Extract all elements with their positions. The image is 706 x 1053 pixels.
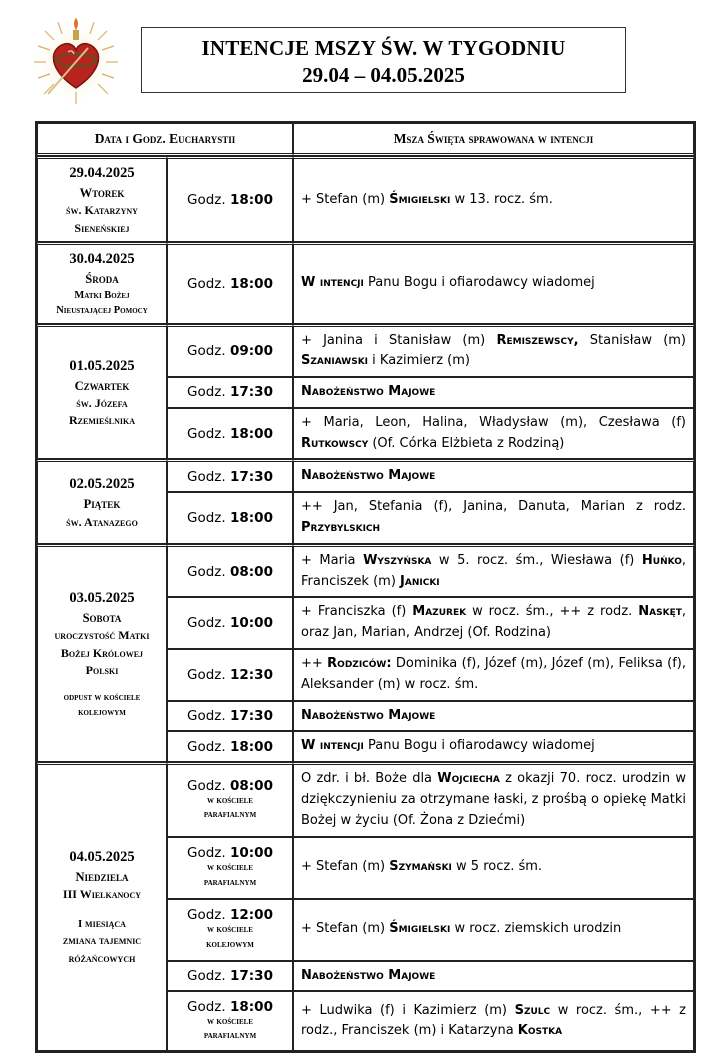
table-row [37,156,694,242]
day-cell [37,156,167,242]
day-feast: Rzemieślnika [68,413,135,428]
mass-location: w kościele [207,924,253,935]
day-feast: Polski [85,663,119,678]
mass-intention: + Maria Wyszyńska w 5. rocz. śm., Wiesława (f) Huńko, Franciszek (m) Janicki [293,544,694,598]
title-box [141,27,626,93]
mass-time: Godz. 17:30 [167,377,293,408]
day-feast: Nieustającej Pomocy [56,305,148,317]
mass-intention: Nabożeństwo Majowe [293,377,694,408]
day-cell [37,242,167,324]
mass-time: Godz. 08:00 [167,544,293,598]
mass-intention: + Stefan (m) Szymański w 5 rocz. śm. [293,837,694,899]
page-title: INTENCJE MSZY ŚW. W TYGODNIU [201,36,566,60]
sacred-heart-icon [30,14,122,106]
mass-time: Godz. 12:30 [167,649,293,701]
mass-time: Godz. 12:00 w kościele kolejowym [167,899,293,961]
mass-intention: Nabożeństwo Majowe [293,961,694,992]
day-name: Piątek [83,497,121,512]
mass-intention: + Janina i Stanisław (m) Remiszewscy, Stanisław (m) Szaniawski i Kazimierz (m) [293,324,694,378]
mass-time: Godz. 18:00 w kościele parafialnym [167,991,293,1051]
table-row [37,762,694,836]
column-header-intention: Msza Święta sprawowana w intencji [293,123,694,156]
mass-intention: ++ Rodziców: Dominika (f), Józef (m), Józef (m), Feliksa (f), Aleksander (m) w rocz. śm. [293,649,694,701]
day-feast: uroczystość Matki [54,628,150,643]
day-cell [37,544,167,762]
day-feast: Matki Bożej [74,290,130,302]
day-cell [37,459,167,543]
day-feast: św. Józefa [76,395,128,410]
mass-location: parafialnym [203,1031,257,1042]
day-name: Czwartek [74,378,130,393]
mass-time: Godz. 08:00 w kościele parafialnym [167,762,293,836]
mass-time: Godz. 09:00 [167,324,293,378]
day-name: Niedziela [75,870,129,885]
day-feast: III Wielkanocy [62,887,142,902]
mass-time: Godz. 17:30 [167,701,293,732]
mass-intention: + Franciszka (f) Mazurek w rocz. śm., ++ z rodz. Naskęt, oraz Jan, Marian, Andrzej (Of. Rodzina) [293,597,694,649]
mass-location: w kościele [207,862,253,873]
day-feast: św. Katarzyny [66,203,138,218]
table-header-row [37,123,694,156]
day-date: 29.04.2025 [69,165,135,181]
table-row [37,242,694,324]
mass-intention: Nabożeństwo Majowe [293,459,694,492]
mass-intention: W intencji Panu Bogu i ofiarodawcy wiadomej [293,242,694,324]
mass-schedule-table [35,121,696,1053]
mass-intention: + Maria, Leon, Halina, Władysław (m), Czesława (f) Rutkowscy (Of. Córka Elżbieta z Rodziną) [293,408,694,460]
table-row [37,459,694,492]
date-range: 29.04 – 04.05.2025 [302,63,465,87]
day-name: Wtorek [79,186,125,201]
mass-time: Godz. 10:00 w kościele parafialnym [167,837,293,899]
day-date: 30.04.2025 [69,250,135,267]
mass-location: kolejowym [206,939,254,950]
mass-location: parafialnym [203,877,257,888]
mass-intention: + Stefan (m) Śmigielski w 13. rocz. śm. [293,156,694,242]
day-date: 01.05.2025 [69,357,135,374]
mass-time: Godz. 17:30 [167,459,293,492]
day-feast: Bożej Królowej [60,645,144,660]
day-cell [37,324,167,460]
day-date: 04.05.2025 [69,849,135,866]
day-name: Środa [85,271,119,286]
day-cell [37,762,167,1051]
mass-time: Godz. 18:00 [167,731,293,762]
table-row [37,544,694,598]
mass-time: Godz. 18:00 [167,242,293,324]
mass-intention: W intencji Panu Bogu i ofiarodawcy wiadomej [293,731,694,762]
mass-time: Godz. 18:00 [167,156,293,242]
mass-intention: O zdr. i bł. Boże dla Wojciecha z okazji 70. rocz. urodzin w dziękczynieniu za otrzymane łaski, z prośbą o opiekę Matki Bożej w życiu (Of. Żona z Dziećmi) [293,762,694,836]
mass-intention: + Stefan (m) Śmigielski w rocz. ziemskich urodzin [293,899,694,961]
day-note: I miesiąca zmiana tajemnic różańcowych [62,917,142,965]
mass-location: w kościele [207,795,253,806]
table-row [37,324,694,378]
day-date: 03.05.2025 [69,590,135,607]
mass-location: w kościele [207,1016,253,1027]
day-feast: św. Atanazego [66,514,138,529]
mass-time: Godz. 10:00 [167,597,293,649]
day-note: odpust w kościele kolejowym [63,693,141,718]
day-name: Sobota [82,611,122,626]
mass-time: Godz. 17:30 [167,961,293,992]
mass-location: parafialnym [203,810,257,821]
column-header-date: Data i Godz. Eucharystii [37,123,293,156]
day-feast: Sieneńskiej [74,220,130,235]
mass-time: Godz. 18:00 [167,492,293,544]
mass-time: Godz. 18:00 [167,408,293,460]
day-date: 02.05.2025 [69,476,135,493]
mass-intention: Nabożeństwo Majowe [293,701,694,732]
mass-intention: + Ludwika (f) i Kazimierz (m) Szulc w rocz. śm., ++ z rodz., Franciszek (m) i Katarzyna Kostka [293,991,694,1051]
mass-intention: ++ Jan, Stefania (f), Janina, Danuta, Marian z rodz. Przybylskich [293,492,694,544]
